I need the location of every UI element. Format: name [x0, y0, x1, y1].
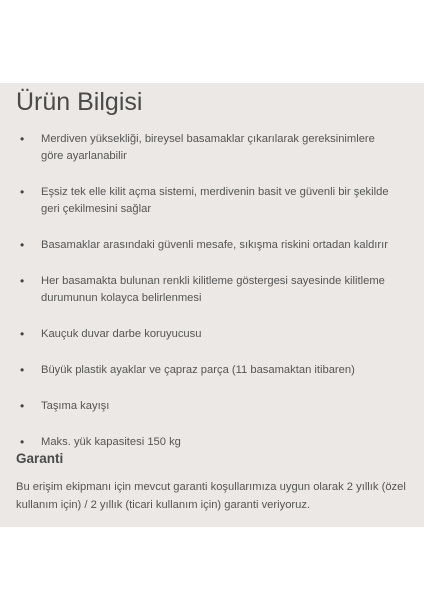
feature-list — [0, 131, 424, 470]
bullet-icon: • — [20, 363, 25, 377]
list-item — [0, 237, 424, 254]
bullet-icon: • — [20, 132, 25, 146]
bullet-icon: • — [20, 399, 25, 413]
list-item — [0, 434, 424, 451]
warranty-heading: Garanti — [16, 451, 64, 466]
list-item — [0, 273, 424, 307]
feature-text: Her basamakta bulunan renkli kilitleme göstergesi sayesinde kilitleme durumunun kolayca belirlenmesi — [41, 275, 385, 304]
list-item — [0, 362, 424, 379]
warranty-text: Bu erişim ekipmanı için mevcut garanti koşullarımıza uygun olarak 2 yıllık (özel kullanım için) / 2 yıllık (ticari kullanım için) garanti veriyoruz. — [16, 481, 406, 511]
feature-text: Maks. yük kapasitesi 150 kg — [41, 436, 181, 448]
feature-text: Merdiven yüksekliği, bireysel basamaklar çıkarılarak gereksinimlere göre ayarlanabilir — [41, 133, 375, 162]
bullet-icon: • — [20, 274, 25, 288]
list-item — [0, 326, 424, 343]
bullet-icon: • — [20, 327, 25, 341]
feature-text: Kauçuk duvar darbe koruyucusu — [41, 328, 202, 340]
list-item — [0, 131, 424, 165]
feature-text: Taşıma kayışı — [41, 400, 110, 412]
feature-text: Eşsiz tek elle kilit açma sistemi, merdivenin basit ve güvenli bir şekilde geri çekilmesini sağlar — [41, 186, 389, 215]
feature-text: Büyük plastik ayaklar ve çapraz parça (11 basamaktan itibaren) — [41, 364, 355, 376]
bullet-icon: • — [20, 185, 25, 199]
page-title: Ürün Bilgisi — [16, 88, 143, 116]
bullet-icon: • — [20, 435, 25, 449]
bullet-icon: • — [20, 238, 25, 252]
feature-text: Basamaklar arasındaki güvenli mesafe, sıkışma riskini ortadan kaldırır — [41, 239, 388, 251]
list-item — [0, 398, 424, 415]
product-info-panel — [0, 83, 424, 527]
list-item — [0, 184, 424, 218]
